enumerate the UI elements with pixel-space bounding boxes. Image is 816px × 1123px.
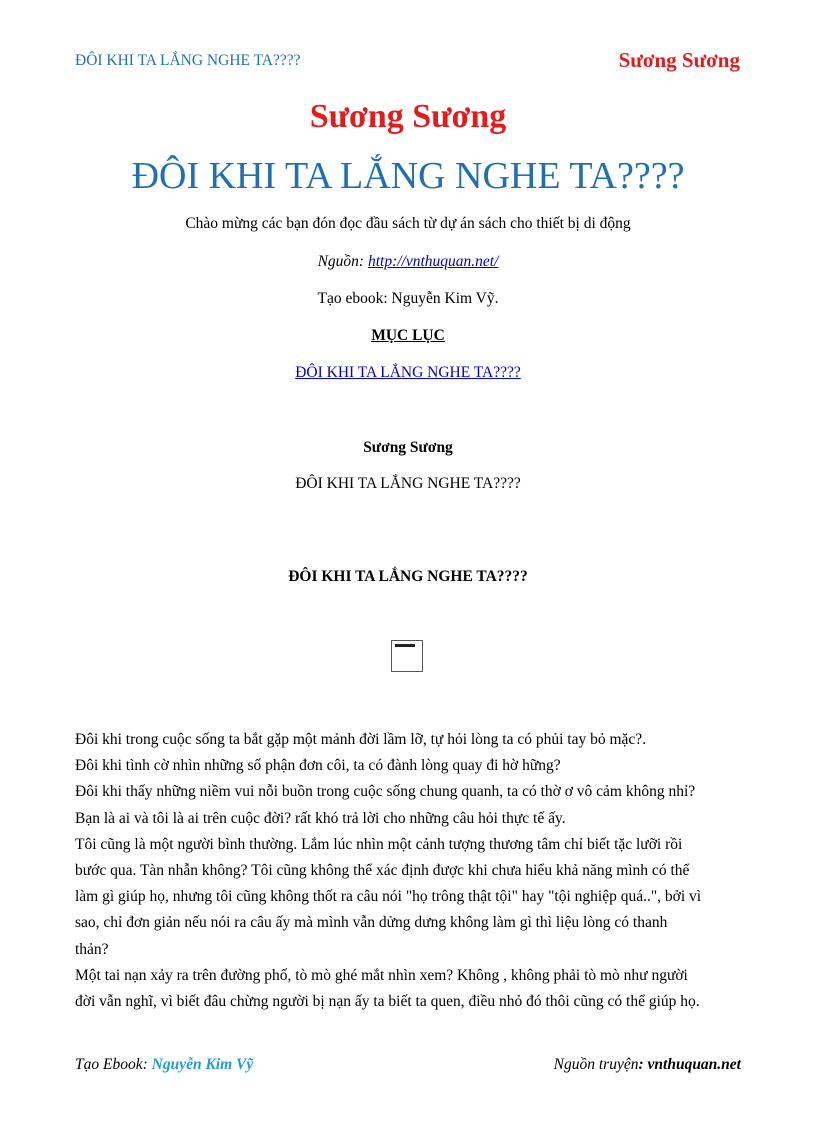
- body-line: Một tai nạn xảy ra trên đường phố, tò mò ghé mắt nhìn xem? Không , không phải tò mò như người: [75, 966, 688, 984]
- chapter-body: [75, 727, 745, 1015]
- footer-maker-sep: :: [142, 1056, 152, 1073]
- body-line: Tôi cũng là một người bình thường. Lắm lúc nhìn một cảnh tượng thương tâm chỉ biết tặc lưỡi rồi: [75, 835, 683, 853]
- book-title: ĐÔI KHI TA LẮNG NGHE TA????: [131, 155, 685, 197]
- source-link[interactable]: http://vnthuquan.net/: [367, 253, 499, 270]
- chapter-section-title: ĐÔI KHI TA LẮNG NGHE TA????: [288, 568, 528, 585]
- running-header-title: ĐÔI KHI TA LẮNG NGHE TA????: [75, 52, 301, 69]
- toc-heading: MỤC LỤC: [371, 327, 445, 344]
- ebook-maker: Tạo ebook: Nguyễn Kim Vỹ.: [317, 290, 499, 307]
- body-line: Bạn là ai và tôi là ai trên cuộc đời? rất khó trả lời cho những câu hỏi thực tế ấy.: [75, 809, 566, 827]
- book-author: Sương Sương: [309, 98, 507, 135]
- broken-image-icon: [391, 640, 423, 672]
- body-line: Đôi khi tình cờ nhìn những số phận đơn côi, ta có đành lòng quay đi hờ hững?: [75, 757, 561, 775]
- running-header-author: Sương Sương: [618, 48, 740, 72]
- footer-source: [554, 1056, 741, 1074]
- body-line: đời vẫn nghĩ, vì biết đâu chừng người bị nạn ấy ta biết ta quen, điều nhỏ đó thôi cũng có thể giúp họ.: [75, 993, 700, 1011]
- welcome-text: Chào mừng các bạn đón đọc đầu sách từ dự án sách cho thiết bị di động: [185, 215, 631, 232]
- body-line: Đôi khi thấy những niềm vui nỗi buồn trong cuộc sống chung quanh, ta có thờ ơ vô cảm không nhỉ?: [75, 783, 696, 801]
- footer-maker-name: Nguyễn Kim Vỹ: [151, 1056, 254, 1073]
- footer-source-sep: :: [638, 1056, 648, 1073]
- footer-source-label: Nguồn truyện: [553, 1056, 639, 1073]
- footer-source-name: vnthuquan.net: [647, 1056, 741, 1073]
- body-line: sao, chỉ đơn giản nếu nói ra câu ấy mà mình vẫn dửng dưng không làm gì thì liệu lòng có thanh: [75, 914, 668, 932]
- source-line: [0, 253, 816, 271]
- chapter-author: Sương Sương: [363, 439, 453, 456]
- body-line: làm gì giúp họ, nhưng tôi cũng không thốt ra câu nói "họ trông thật tội" hay "tội nghiệp quá..", bởi vì: [75, 888, 702, 906]
- chapter-book-title: ĐÔI KHI TA LẮNG NGHE TA????: [295, 475, 521, 492]
- footer-ebook-maker: [75, 1056, 253, 1074]
- toc-item-link[interactable]: ĐÔI KHI TA LẮNG NGHE TA????: [295, 364, 521, 381]
- body-line: thản?: [75, 940, 109, 958]
- footer-maker-label: Tạo Ebook: [75, 1056, 143, 1073]
- body-line: Đôi khi trong cuộc sống ta bắt gặp một mảnh đời lầm lỡ, tự hỏi lòng ta có phủi tay bỏ mặc?.: [75, 731, 647, 748]
- source-label: Nguồn:: [317, 253, 368, 270]
- body-line: bước qua. Tàn nhẫn không? Tôi cũng không thể xác định được khi chưa hiểu khả năng mình có thể: [75, 862, 690, 880]
